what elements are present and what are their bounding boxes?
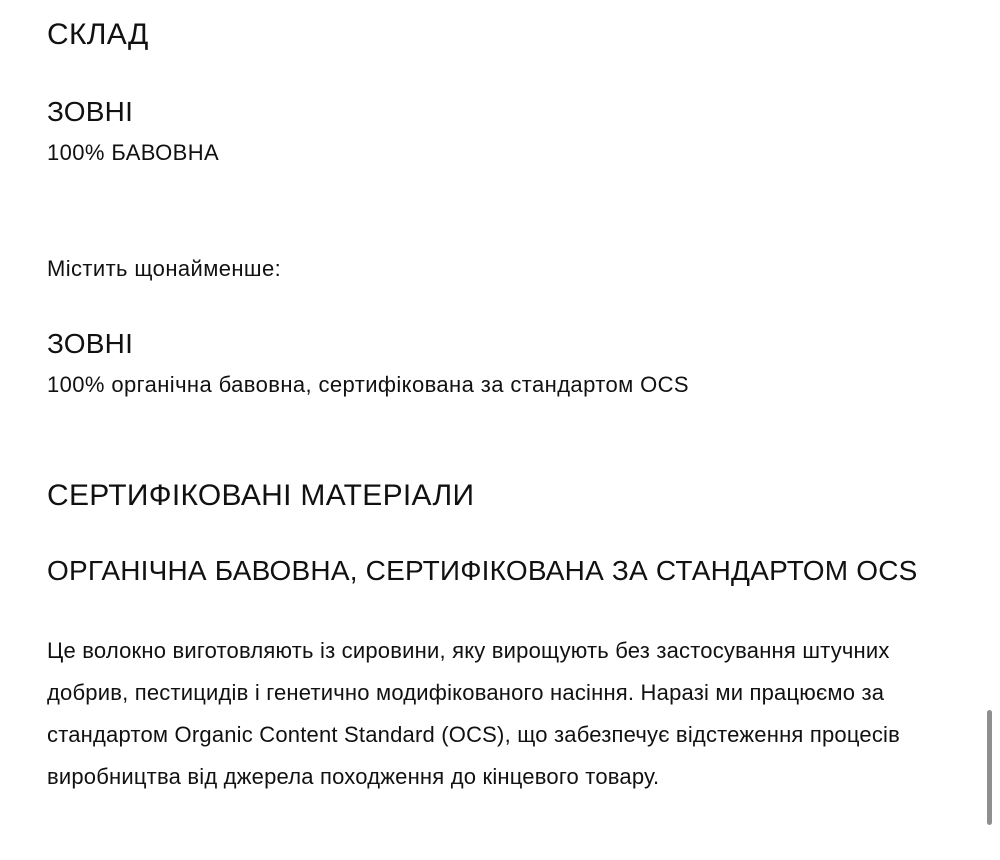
contains-at-least-label: Містить щонайменше: xyxy=(47,256,282,281)
outside-composition-value: 100% БАВОВНА xyxy=(47,140,220,165)
vertical-scrollbar[interactable] xyxy=(987,710,992,825)
organic-cotton-value: 100% органічна бавовна, сертифікована за стандартом OCS xyxy=(47,372,689,397)
outside-label: ЗОВНІ xyxy=(47,96,134,127)
composition-title: СКЛАД xyxy=(47,18,149,51)
certified-materials-title: СЕРТИФІКОВАНІ МАТЕРІАЛИ xyxy=(47,479,475,512)
certified-material-description: Це волокно виготовляють із сировини, яку вирощують без застосування штучних добрив, пестицидів і генетично модифікованого насіння. Наразі ми працюємо за стандартом Organic Content Standard (OCS), що забезпечує відстеження процесів виробництва від джерела походження до кінцевого товару. xyxy=(47,638,900,789)
outside-label-secondary: ЗОВНІ xyxy=(47,328,134,359)
certified-material-name: ОРГАНІЧНА БАВОВНА, СЕРТИФІКОВАНА ЗА СТАНДАРТОМ OCS xyxy=(47,555,918,586)
